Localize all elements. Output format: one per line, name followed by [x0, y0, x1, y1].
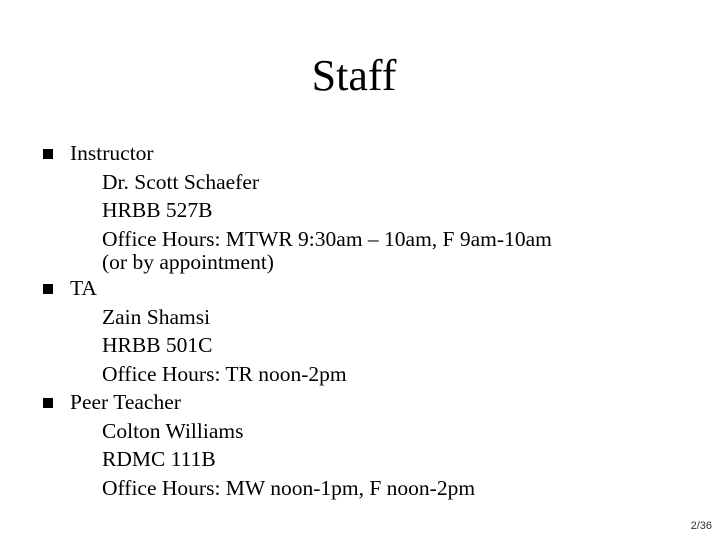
staff-office: RDMC 111B	[102, 447, 216, 471]
staff-name: Colton Williams	[102, 418, 244, 443]
staff-office-hours: Office Hours: TR noon-2pm	[102, 361, 347, 386]
staff-list	[40, 139, 552, 502]
staff-name: Dr. Scott Schaefer	[102, 169, 260, 194]
staff-office-hours-note: (or by appointment)	[102, 250, 274, 274]
staff-office: HRBB 501C	[102, 333, 213, 357]
slide-title: Staff	[311, 51, 397, 100]
page-number: 2/36	[690, 520, 712, 532]
section-heading: TA	[70, 276, 97, 300]
staff-office-hours: Office Hours: MTWR 9:30am – 10am, F 9am-10am	[102, 226, 552, 251]
staff-name: Zain Shamsi	[102, 304, 211, 329]
staff-section-ta	[40, 274, 552, 388]
staff-section-instructor	[40, 139, 552, 274]
section-heading: Instructor	[70, 141, 154, 165]
staff-office: HRBB 527B	[102, 198, 213, 222]
bullet-square-icon	[43, 284, 53, 294]
section-heading: Peer Teacher	[70, 390, 181, 414]
staff-office-hours: Office Hours: MW noon-1pm, F noon-2pm	[102, 475, 476, 500]
staff-section-peer-teacher	[40, 388, 552, 502]
bullet-square-icon	[43, 149, 53, 159]
bullet-square-icon	[43, 398, 53, 408]
